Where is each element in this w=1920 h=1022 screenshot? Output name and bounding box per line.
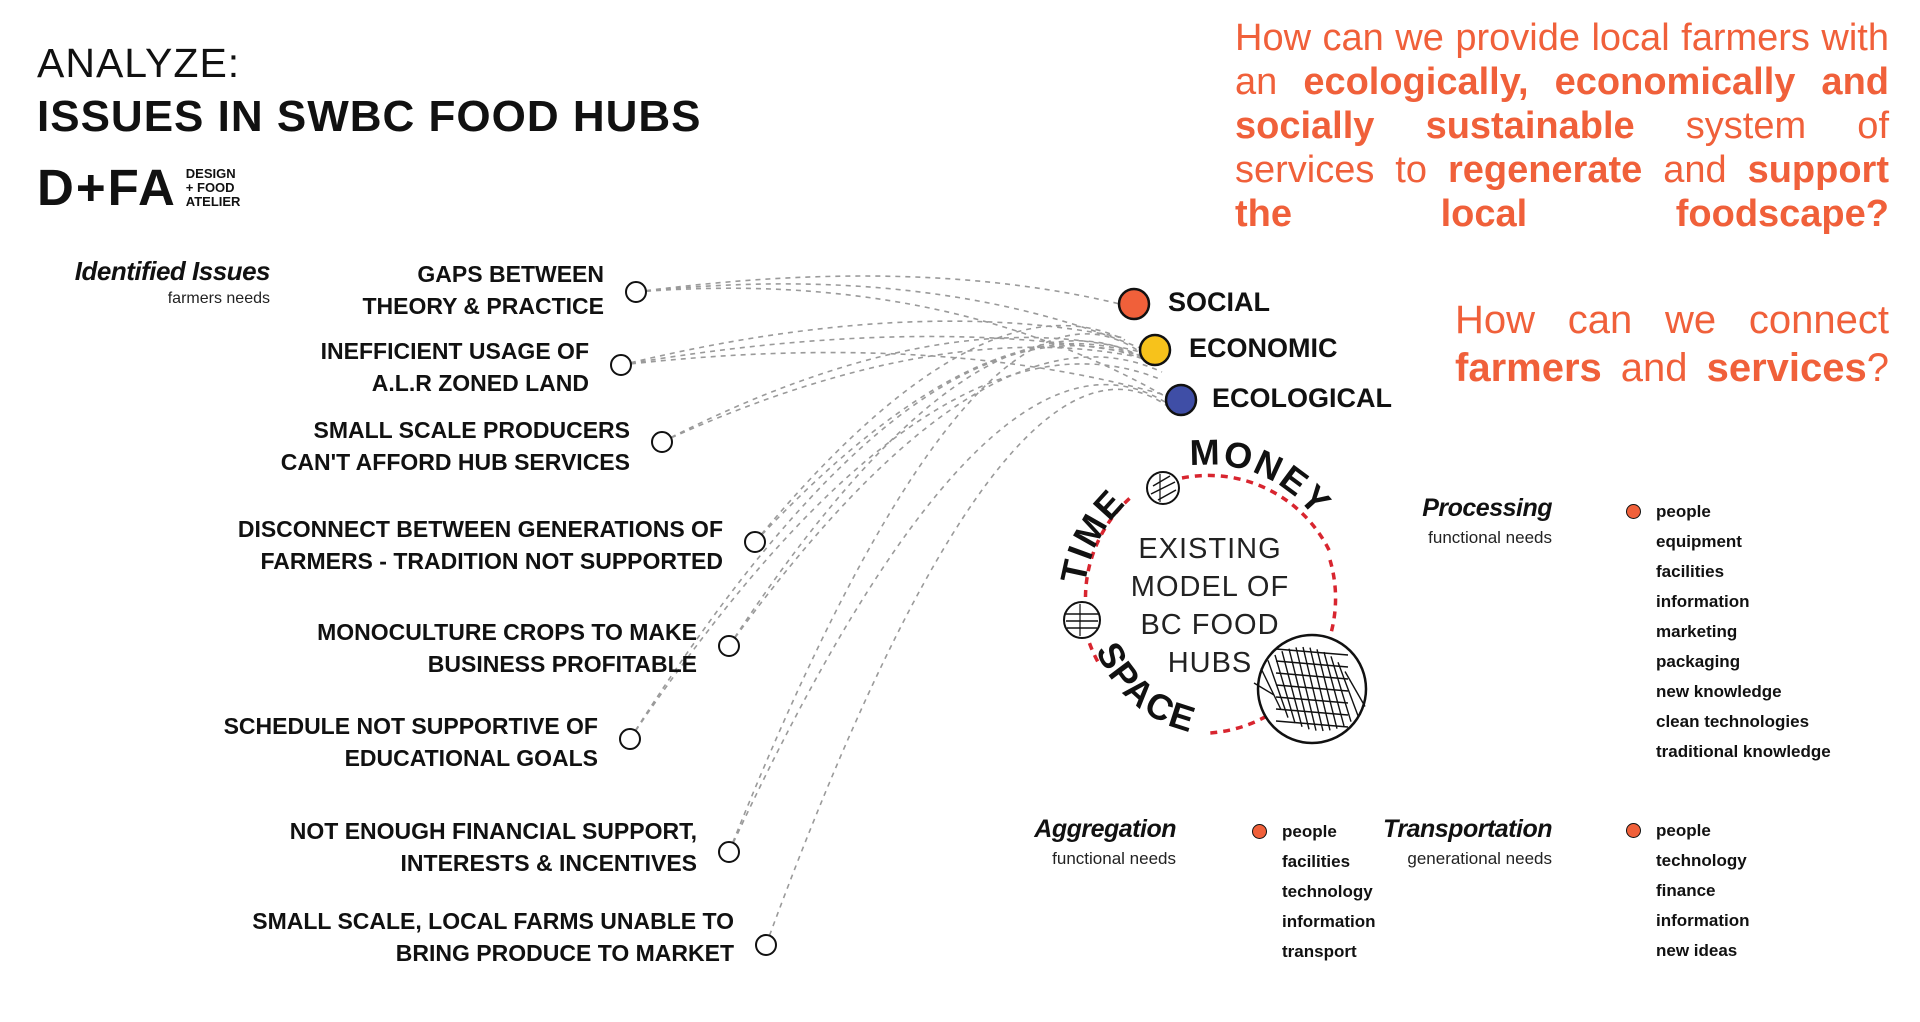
issue-line: BUSINESS PROFITABLE: [427, 651, 697, 677]
question-text-part: How can we connect: [1455, 298, 1889, 342]
need-item-label: equipment: [1656, 532, 1742, 551]
question-text-part: ?: [1866, 346, 1889, 390]
model-label: [1110, 530, 1310, 682]
logo-mark: D+FA: [37, 159, 177, 216]
issue-node: [652, 432, 672, 452]
pillar-dot: [1166, 385, 1196, 415]
need-item: [1626, 647, 1831, 677]
need-item: [1252, 877, 1376, 907]
issue-line: INEFFICIENT USAGE OF: [320, 338, 589, 364]
issue-item: [224, 710, 598, 774]
need-item-label: clean technologies: [1656, 712, 1810, 731]
connector-line: [662, 347, 1160, 442]
need-item-label: traditional knowledge: [1656, 742, 1831, 761]
need-item: [1626, 557, 1831, 587]
need-item-label: people: [1656, 502, 1711, 521]
issue-line: THEORY & PRACTICE: [362, 293, 604, 319]
model-label-line: EXISTING: [1138, 533, 1282, 565]
need-item-label: information: [1656, 911, 1750, 930]
issues-header: [40, 256, 270, 308]
bullet-dot-icon: [1626, 823, 1641, 838]
logo-sub-line: ATELIER: [185, 194, 241, 209]
need-item: [1626, 906, 1750, 936]
ring-word-space: SPACE: [1088, 635, 1202, 741]
need-item-label: technology: [1282, 882, 1373, 901]
connector-line: [755, 326, 1125, 542]
need-item: [1626, 587, 1831, 617]
need-item-label: technology: [1656, 851, 1747, 870]
need-item-label: packaging: [1656, 652, 1741, 671]
connector-line: [621, 336, 1142, 365]
need-item: [1626, 497, 1831, 527]
connector-line: [636, 288, 1168, 398]
need-item: [1626, 617, 1831, 647]
connector-line: [636, 276, 1128, 306]
need-group-subtitle: generational needs: [1407, 849, 1552, 868]
question-text-part: regenerate: [1447, 149, 1643, 191]
issue-node: [745, 532, 765, 552]
need-item-label: information: [1282, 912, 1376, 931]
pillar-label: ECONOMIC: [1189, 333, 1338, 363]
issue-item: [281, 414, 630, 478]
ring-word-money: MONEY: [1189, 431, 1340, 524]
pillar-dot: [1140, 335, 1170, 365]
pillar-label: SOCIAL: [1168, 287, 1271, 317]
need-group-processing-header: [1422, 494, 1552, 548]
need-group-title: Transportation: [1383, 815, 1552, 843]
connector-line: [621, 321, 1124, 365]
issue-item: [321, 335, 589, 399]
issue-item: [317, 616, 697, 680]
hatched-circle-time: [1064, 602, 1100, 638]
issue-line: DISCONNECT BETWEEN GENERATIONS OF: [237, 516, 723, 542]
question-text-part: and: [1601, 346, 1707, 390]
model-label-line: MODEL OF: [1130, 571, 1290, 603]
need-item: [1252, 817, 1376, 847]
issue-item: [238, 513, 723, 577]
issue-line: SMALL SCALE PRODUCERS: [313, 417, 630, 443]
need-group-aggregation-header: [1034, 815, 1176, 869]
issue-line: EDUCATIONAL GOALS: [344, 745, 598, 771]
need-group-aggregation-list: [1252, 817, 1376, 967]
need-item-label: marketing: [1656, 622, 1738, 641]
bullet-dot-icon: [1626, 504, 1641, 519]
need-item-label: new knowledge: [1656, 682, 1782, 701]
question-text-part: services: [1706, 346, 1867, 390]
need-group-subtitle: functional needs: [1428, 528, 1552, 547]
need-item-label: finance: [1656, 881, 1716, 900]
research-question-primary: [1235, 16, 1889, 236]
question-text-part: farmers: [1455, 346, 1602, 390]
issue-node: [719, 636, 739, 656]
need-item-label: new ideas: [1656, 941, 1738, 960]
need-item: [1252, 847, 1376, 877]
need-item: [1626, 816, 1750, 846]
issue-line: MONOCULTURE CROPS TO MAKE: [317, 619, 697, 645]
issues-subheading: farmers needs: [167, 290, 270, 307]
need-group-processing-list: [1626, 497, 1831, 767]
issue-line: A.L.R ZONED LAND: [371, 370, 589, 396]
dfa-logo: [37, 159, 241, 216]
need-item: [1626, 707, 1831, 737]
hatched-circle-money: [1147, 472, 1179, 504]
need-item: [1626, 876, 1750, 906]
model-label-line: BC FOOD: [1140, 609, 1280, 641]
need-item: [1626, 936, 1750, 966]
page-title: ISSUES IN SWBC FOOD HUBS: [37, 92, 702, 141]
need-group-transportation-header: [1383, 815, 1552, 869]
issue-line: CAN'T AFFORD HUB SERVICES: [280, 449, 630, 475]
issue-line: INTERESTS & INCENTIVES: [400, 850, 697, 876]
need-item-label: facilities: [1656, 562, 1725, 581]
issue-node: [611, 355, 631, 375]
connector-line: [729, 341, 1140, 646]
issue-line: SMALL SCALE, LOCAL FARMS UNABLE TO: [252, 908, 734, 934]
need-group-subtitle: functional needs: [1052, 849, 1176, 868]
need-item-label: facilities: [1282, 852, 1351, 871]
issues-heading: Identified Issues: [74, 256, 270, 286]
page-overline: ANALYZE:: [37, 40, 241, 86]
need-item: [1252, 937, 1376, 967]
need-item: [1626, 677, 1831, 707]
question-text-part: and: [1642, 149, 1748, 191]
issue-node: [719, 842, 739, 862]
logo-sub-line: DESIGN: [185, 166, 236, 181]
issue-node: [756, 935, 776, 955]
model-label-line: HUBS: [1167, 647, 1253, 679]
pillar-dot: [1119, 289, 1149, 319]
need-item-label: information: [1656, 592, 1750, 611]
need-item: [1626, 527, 1831, 557]
need-item: [1626, 737, 1831, 767]
need-group-transportation-list: [1626, 816, 1750, 966]
logo-subtitle: [186, 167, 241, 209]
research-question-secondary: [1455, 296, 1889, 392]
pillar-label: ECOLOGICAL: [1212, 383, 1392, 413]
need-item-label: transport: [1282, 942, 1357, 961]
issue-line: BRING PRODUCE TO MARKET: [395, 940, 734, 966]
issue-node: [626, 282, 646, 302]
issue-line: GAPS BETWEEN: [417, 261, 604, 287]
need-item-label: people: [1282, 822, 1337, 841]
question-text-part: support the local foodscape?: [1235, 149, 1889, 235]
issue-line: FARMERS - TRADITION NOT SUPPORTED: [260, 548, 723, 574]
issue-item: [362, 258, 604, 322]
question-text-part: system of services to: [1235, 105, 1889, 191]
issue-node: [620, 729, 640, 749]
issue-line: SCHEDULE NOT SUPPORTIVE OF: [223, 713, 598, 739]
issue-item: [252, 905, 734, 969]
need-group-title: Processing: [1422, 494, 1552, 522]
connector-line: [662, 337, 1140, 442]
logo-sub-line: + FOOD: [185, 180, 235, 195]
bullet-dot-icon: [1252, 824, 1267, 839]
issue-line: NOT ENOUGH FINANCIAL SUPPORT,: [289, 818, 697, 844]
need-item-label: people: [1656, 821, 1711, 840]
issue-item: [290, 815, 697, 879]
need-item: [1252, 907, 1376, 937]
question-text-part: How can we provide local farmers with an: [1235, 17, 1889, 103]
ring-word-time: TIME: [1052, 480, 1133, 587]
need-group-title: Aggregation: [1034, 815, 1176, 843]
need-item: [1626, 846, 1750, 876]
question-text-part: ecologically, economically and socially sustainable: [1235, 61, 1889, 147]
connector-line: [621, 353, 1165, 395]
